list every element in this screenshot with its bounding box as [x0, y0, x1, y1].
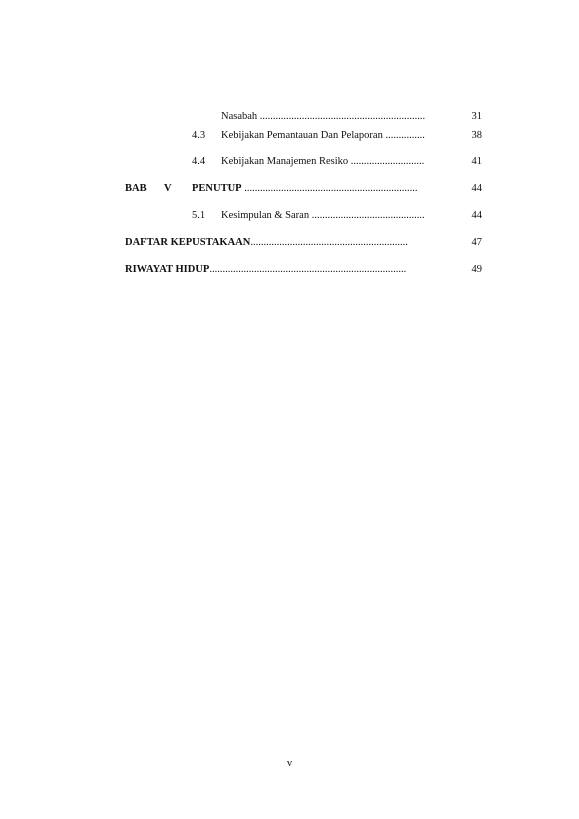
toc-entry-title: Kebijakan Pemantauan Dan Pelaporan ...............: [221, 130, 425, 141]
toc-chapter-prefix: BAB: [125, 183, 147, 194]
toc-page-number: 44: [471, 210, 482, 221]
toc-entry-bab-v: [0, 182, 579, 196]
toc-entry-riwayat-hidup: [0, 263, 579, 277]
toc-entry-title: PENUTUP ..................................................................: [192, 183, 418, 194]
toc-entry-title: RIWAYAT HIDUP...........................................................................: [125, 264, 407, 275]
toc-entry-daftar-kepustakaan: [0, 236, 579, 250]
toc-section-number: 5.1: [192, 210, 206, 221]
toc-page-number: 44: [471, 183, 482, 194]
toc-section-number: 4.3: [192, 130, 206, 141]
toc-page-number: 38: [471, 130, 482, 141]
page-footer-number: v: [286, 758, 293, 769]
toc-section-number: 4.4: [192, 156, 206, 167]
toc-page-number: 49: [471, 264, 482, 275]
toc-page-number: 47: [471, 237, 482, 248]
toc-entry-4-4: [0, 155, 579, 169]
toc-entry-4-3: [0, 129, 579, 143]
toc-entry-title: Kesimpulan & Saran ...........................................: [221, 210, 425, 221]
toc-entry-title: DAFTAR KEPUSTAKAAN............................................................: [125, 237, 408, 248]
toc-page-number: 31: [471, 111, 482, 122]
toc-entry-5-1: [0, 209, 579, 223]
toc-entry-title: Kebijakan Manajemen Resiko ............................: [221, 156, 425, 167]
toc-page-number: 41: [471, 156, 482, 167]
toc-entry-title: Nasabah ...............................................................: [221, 111, 426, 122]
toc-chapter-numeral: V: [164, 183, 172, 194]
toc-entry-nasabah: [0, 110, 579, 124]
